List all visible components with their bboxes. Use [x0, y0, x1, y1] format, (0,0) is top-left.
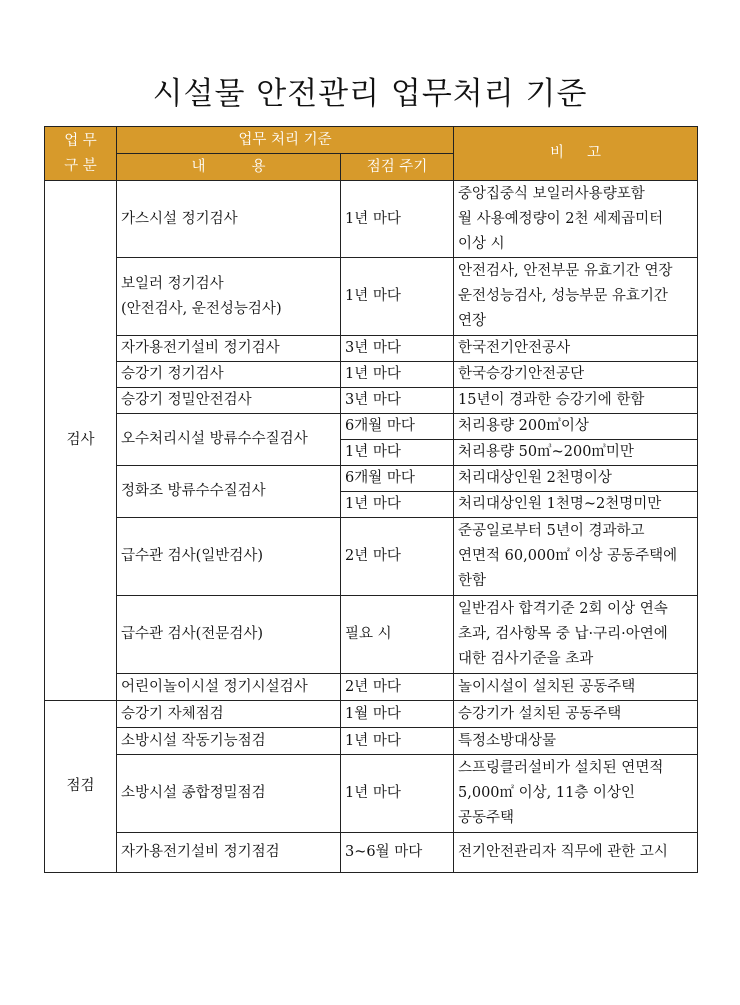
cycle-cell: 1월 마다: [341, 701, 454, 728]
remarks-cell: 전기안전관리자 직무에 관한 고시: [454, 833, 698, 873]
content-cell: 소방시설 종합정밀점검: [117, 755, 341, 833]
content-cell: 오수처리시설 방류수수질검사: [117, 414, 341, 466]
cycle-cell: 6개월 마다: [341, 414, 454, 440]
table-row: [45, 728, 698, 755]
category-check: 점검: [45, 701, 117, 873]
cycle-cell: 3년 마다: [341, 336, 454, 362]
table-row: [45, 258, 698, 336]
content-cell: 소방시설 작동기능점검: [117, 728, 341, 755]
cycle-cell: 1년 마다: [341, 362, 454, 388]
remarks-line: 5,000㎡ 이상, 11층 이상인: [458, 785, 635, 801]
cycle-cell: 6개월 마다: [341, 466, 454, 492]
remarks-line: 초과, 검사항목 중 납·구리·아연에: [458, 626, 668, 642]
remarks-cell: [454, 258, 698, 336]
remarks-cell: [454, 518, 698, 596]
cycle-cell: 1년 마다: [341, 492, 454, 518]
remarks-line: 이상 시: [458, 235, 505, 252]
table-row: [45, 336, 698, 362]
safety-standards-table: [44, 126, 698, 873]
remarks-cell: 처리용량 200㎥이상: [454, 414, 698, 440]
header-standard: 업무 처리 기준: [117, 127, 454, 154]
cycle-cell: 1년 마다: [341, 728, 454, 755]
cycle-cell: 2년 마다: [341, 674, 454, 701]
content-cell: [117, 258, 341, 336]
table-row: [45, 362, 698, 388]
content-cell: 자가용전기설비 정기검사: [117, 336, 341, 362]
content-cell: 자가용전기설비 정기점검: [117, 833, 341, 873]
remarks-line: 연장: [458, 313, 487, 329]
header-remarks: 비 고: [454, 127, 698, 181]
remarks-line: 일반검사 합격기준 2회 이상 연속: [458, 601, 668, 617]
remarks-cell: 처리대상인원 2천명이상: [454, 466, 698, 492]
table-row: [45, 755, 698, 833]
remarks-line: 월 사용예정량이 2천 세제곱미터: [458, 210, 664, 227]
header-content: 내 용: [117, 154, 341, 181]
table-row: [45, 181, 698, 258]
remarks-cell: [454, 755, 698, 833]
remarks-cell: 처리대상인원 1천명~2천명미만: [454, 492, 698, 518]
table-row: [45, 414, 698, 440]
table-row: [45, 674, 698, 701]
category-inspection: 검사: [45, 181, 117, 701]
remarks-cell: 15년이 경과한 승강기에 한함: [454, 388, 698, 414]
cycle-cell: 1년 마다: [341, 181, 454, 258]
content-cell: 정화조 방류수수질검사: [117, 466, 341, 518]
table-row: [45, 518, 698, 596]
cycle-cell: 3~6월 마다: [341, 833, 454, 873]
table-row: [45, 701, 698, 728]
content-cell: 승강기 자체점검: [117, 701, 341, 728]
remarks-line: 대한 검사기준을 초과: [458, 651, 594, 667]
content-cell: 승강기 정기검사: [117, 362, 341, 388]
document-title: 시설물 안전관리 업무처리 기준: [152, 76, 588, 112]
content-cell: 급수관 검사(일반검사): [117, 518, 341, 596]
remarks-line: 중앙집중식 보일러사용량포함: [458, 185, 645, 202]
content-cell: 급수관 검사(전문검사): [117, 596, 341, 674]
remarks-line: 안전검사, 안전부문 유효기간 연장: [458, 263, 673, 279]
remarks-cell: 한국전기안전공사: [454, 336, 698, 362]
remarks-line: 연면적 60,000㎡ 이상 공동주택에: [458, 548, 678, 564]
content-cell: 승강기 정밀안전검사: [117, 388, 341, 414]
remarks-line: 한함: [458, 573, 487, 589]
remarks-cell: [454, 181, 698, 258]
header-category-line1: 업 무: [64, 132, 97, 149]
cycle-cell: 1년 마다: [341, 755, 454, 833]
cycle-cell: 1년 마다: [341, 258, 454, 336]
remarks-cell: 놀이시설이 설치된 공동주택: [454, 674, 698, 701]
content-cell: 어린이놀이시설 정기시설검사: [117, 674, 341, 701]
remarks-cell: [454, 596, 698, 674]
content-cell: 가스시설 정기검사: [117, 181, 341, 258]
cycle-cell: 1년 마다: [341, 440, 454, 466]
cycle-cell: 3년 마다: [341, 388, 454, 414]
header-category: [45, 127, 117, 181]
remarks-cell: 승강기가 설치된 공동주택: [454, 701, 698, 728]
remarks-cell: 한국승강기안전공단: [454, 362, 698, 388]
remarks-cell: 처리용량 50㎥~200㎥미만: [454, 440, 698, 466]
remarks-line: 스프링클러설비가 설치된 연면적: [458, 760, 664, 776]
table-row: [45, 596, 698, 674]
table-row: [45, 466, 698, 492]
table-row: [45, 388, 698, 414]
remarks-cell: 특정소방대상물: [454, 728, 698, 755]
remarks-line: 운전성능검사, 성능부문 유효기간: [458, 288, 668, 304]
content-line: (안전검사, 운전성능검사): [121, 300, 282, 317]
header-category-line2: 구 분: [64, 157, 97, 174]
remarks-line: 준공일로부터 5년이 경과하고: [458, 523, 645, 539]
cycle-cell: 2년 마다: [341, 518, 454, 596]
table-row: [45, 833, 698, 873]
content-line: 보일러 정기검사: [121, 275, 224, 292]
header-cycle: 점검 주기: [341, 154, 454, 181]
cycle-cell: 필요 시: [341, 596, 454, 674]
remarks-line: 공동주택: [458, 810, 515, 826]
